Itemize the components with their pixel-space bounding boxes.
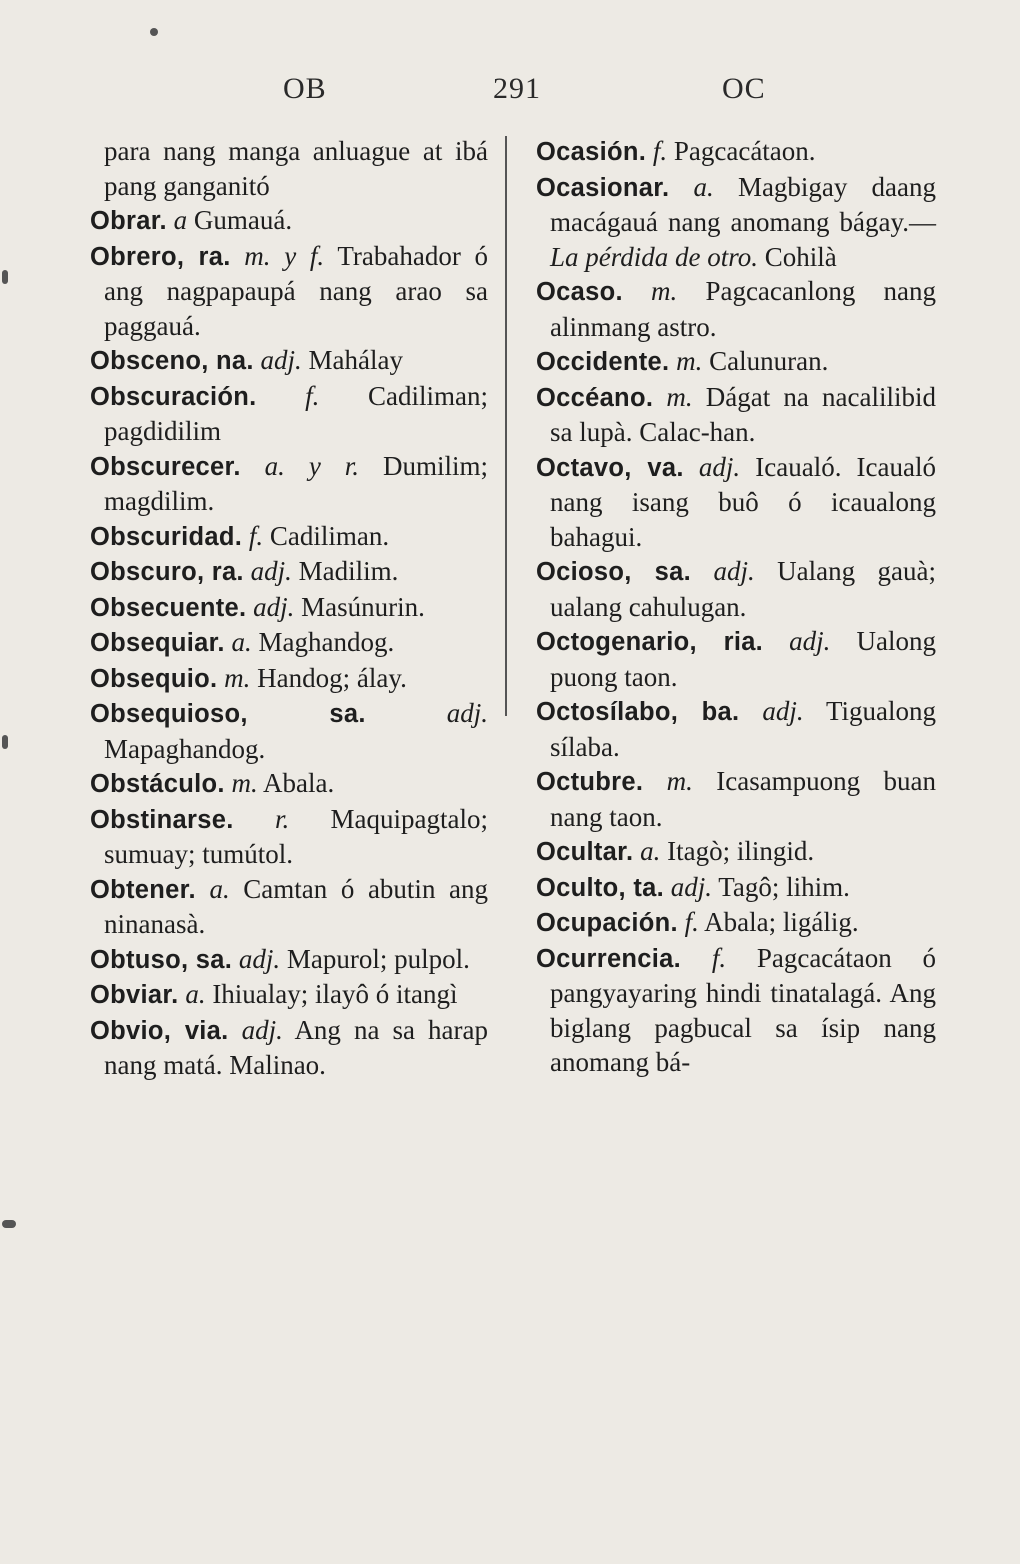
dictionary-entry [536,694,936,764]
dictionary-entry [90,519,488,555]
dictionary-entry [90,1013,488,1083]
dictionary-entry [90,379,488,449]
entry-headword: Occidente. [536,348,670,376]
entry-definition: Cadiliman; pagdidilim [104,380,488,446]
entry-headword: Ocurrencia. [536,944,682,973]
dictionary-entry [536,134,936,170]
entry-grammar-tag: a. [693,171,714,202]
column-divider [505,136,507,716]
entry-grammar-tag: adj. [253,591,295,622]
dictionary-entry [90,134,488,203]
entry-definition: Abala; ligálig. [704,907,859,937]
entry-grammar-tag: adj. [250,556,292,586]
dictionary-entry [90,590,488,626]
dictionary-entry [90,239,488,344]
entry-grammar-tag: a. [640,836,661,866]
dictionary-entry [90,625,488,661]
entry-definition: Pagcacátaon. [673,136,816,166]
entry-definition: Abala. [263,768,335,798]
entry-definition: Icaualó. Icaualó nang isang buô ó icaualong bahagui. [550,451,937,552]
entry-headword: Ocioso, sa. [536,558,692,586]
left-column [90,134,488,1083]
entry-definition: Masúnurin. [301,591,425,622]
entry-grammar-tag: a. y r. [264,450,360,481]
entry-headword: Ocupación. [536,909,678,937]
entry-headword: Obsceno, na. [90,347,254,375]
entry-grammar-tag: m. [676,346,703,376]
entry-definition: Mahálay [308,345,403,375]
entry-headword: Octosílabo, ba. [536,698,740,726]
entry-headword: Obsequio. [90,664,218,693]
ink-speck [2,735,8,749]
left-guide-word: OB [283,72,327,105]
entry-headword: Obviar. [90,981,179,1009]
entry-definition: Itagò; ilingid. [667,836,815,866]
dictionary-entry [90,872,488,942]
entry-grammar-tag: r. [274,803,290,834]
entry-grammar-tag: a. [231,627,252,657]
entry-definition: Tagô; lihim. [718,871,850,902]
right-column [536,134,936,1080]
dictionary-entry [536,274,936,344]
entry-headword: Obsequiar. [90,629,225,657]
entry-headword: Octogenario, ria. [536,628,764,656]
entry-grammar-tag: m. [231,768,258,798]
entry-grammar-tag: adj. [698,451,741,482]
entry-definition: Ualong puong taon. [550,626,937,692]
entry-grammar-tag: f. [711,942,727,973]
entry-headword: Octubre. [536,768,644,796]
entry-definition: Mapaghandog. [104,733,266,764]
entry-headword: Ocaso. [536,278,623,306]
entry-headword: Obscuración. [90,382,257,411]
dictionary-entry [90,942,488,978]
entry-definition: Tigualong sílaba. [550,696,937,762]
dictionary-entry [536,905,936,941]
dictionary-entry [90,554,488,590]
dictionary-entry [536,450,936,555]
entry-grammar-tag: a [173,205,188,235]
entry-definition: Maquipagtalo; sumuay; tumútol. [104,803,488,869]
entry-headword: Obrar. [90,207,167,235]
entry-headword: Oculto, ta. [536,873,664,902]
entry-definition: Madilim. [298,556,399,586]
entry-headword: Ocasión. [536,138,647,166]
entry-headword: Ocasionar. [536,173,670,202]
dictionary-entry [90,802,488,872]
entry-grammar-tag: adj. [762,696,804,726]
entry-definition: Dumilim; magdilim. [104,450,488,516]
entry-grammar-tag: m. y f. [244,240,325,271]
entry-grammar-tag: adj. [260,345,302,375]
entry-grammar-tag: adj. [446,698,489,728]
entry-definition: Magbigay daang macágauá nang anomang bágay.— [550,171,937,237]
dictionary-entry [90,203,488,239]
dictionary-entry [536,624,936,694]
entry-definition: Dágat na nacalilibid sa lupà. Calac-han. [550,381,936,447]
page-header [0,72,1020,122]
entry-headword: Obrero, ra. [90,242,231,271]
entry-grammar-tag: adj. [241,1014,283,1045]
entry-headword: Obvio, via. [90,1016,229,1045]
entry-definition: Pagcacanlong nang alinmang astro. [550,276,937,342]
dictionary-entry [536,764,936,834]
entry-headword: Obtuso, sa. [90,945,233,974]
ink-speck [2,1220,16,1228]
entry-headword: Obscurecer. [90,452,241,481]
page-number: 291 [493,72,541,105]
entry-grammar-tag: adj. [670,871,712,902]
ink-speck [150,28,158,36]
entry-subphrase-definition: Cohilà [764,241,837,272]
entry-definition: Gumauá. [193,205,293,235]
entry-definition: Handog; álay. [257,662,407,693]
entry-headword: Octavo, va. [536,453,684,482]
entry-definition: Icasampuong buan nang taon. [550,766,937,832]
dictionary-entry [90,343,488,379]
entry-definition: Cadiliman. [269,520,390,551]
ink-speck [2,270,8,284]
dictionary-entry [90,977,488,1013]
right-guide-word: OC [722,72,766,105]
entry-definition: Camtan ó abutin ang ninanasà. [104,873,489,939]
entry-headword: Obstáculo. [90,770,225,798]
entry-headword: Obscuridad. [90,522,243,551]
entry-headword: Obstinarse. [90,805,234,834]
entry-grammar-tag: adj. [238,943,281,974]
entry-grammar-tag: f. [652,136,668,166]
entry-definition: Calunuran. [709,346,829,376]
entry-grammar-tag: f. [305,380,320,411]
entry-headword: Occéano. [536,383,654,412]
entry-definition: Ihiualay; ilayô ó itangì [212,979,458,1009]
entry-definition: Maghandog. [258,627,395,657]
entry-grammar-tag: adj. [713,556,755,586]
dictionary-entry [90,661,488,697]
entry-grammar-tag: f. [248,520,264,551]
entry-definition: Trabahador ó ang nagpapaupá nang arao sa paggauá. [104,240,489,341]
entry-grammar-tag: m. [666,381,693,412]
dictionary-entry [536,170,936,275]
entry-grammar-tag: a. [185,979,206,1009]
dictionary-entry [536,380,936,450]
dictionary-entry [536,344,936,380]
dictionary-entry [90,696,488,766]
entry-grammar-tag: f. [684,907,699,937]
entry-headword: Ocultar. [536,838,634,866]
dictionary-entry [536,834,936,870]
entry-definition: Mapurol; pulpol. [286,943,470,974]
entry-definition: para nang manga anluague at ibá pang ganganitó [104,136,488,201]
entry-headword: Obtener. [90,875,196,904]
entry-headword: Obsecuente. [90,593,247,622]
entry-headword: Obscuro, ra. [90,558,244,586]
dictionary-entry [536,870,936,906]
entry-grammar-tag: m. [666,766,693,796]
dictionary-entry [90,766,488,802]
entry-grammar-tag: m. [651,276,678,306]
entry-grammar-tag: m. [224,662,251,693]
dictionary-entry [90,449,488,519]
entry-headword: Obsequioso, sa. [90,700,366,728]
entry-grammar-tag: a. [209,873,230,904]
entry-definition: Ualang gauà; ualang cahulugan. [550,556,936,622]
dictionary-entry [536,941,936,1080]
entry-definition: Ang na sa harap nang matá. Malinao. [104,1014,489,1080]
entry-subphrase: La pérdida de otro. [550,241,758,272]
dictionary-entry [536,554,936,624]
entry-grammar-tag: adj. [789,626,831,656]
entry-definition: Pagcacátaon ó pangyayaring hindi tinatalagá. Ang biglang pagbucal sa ísip nang anomang bá- [550,942,937,1077]
